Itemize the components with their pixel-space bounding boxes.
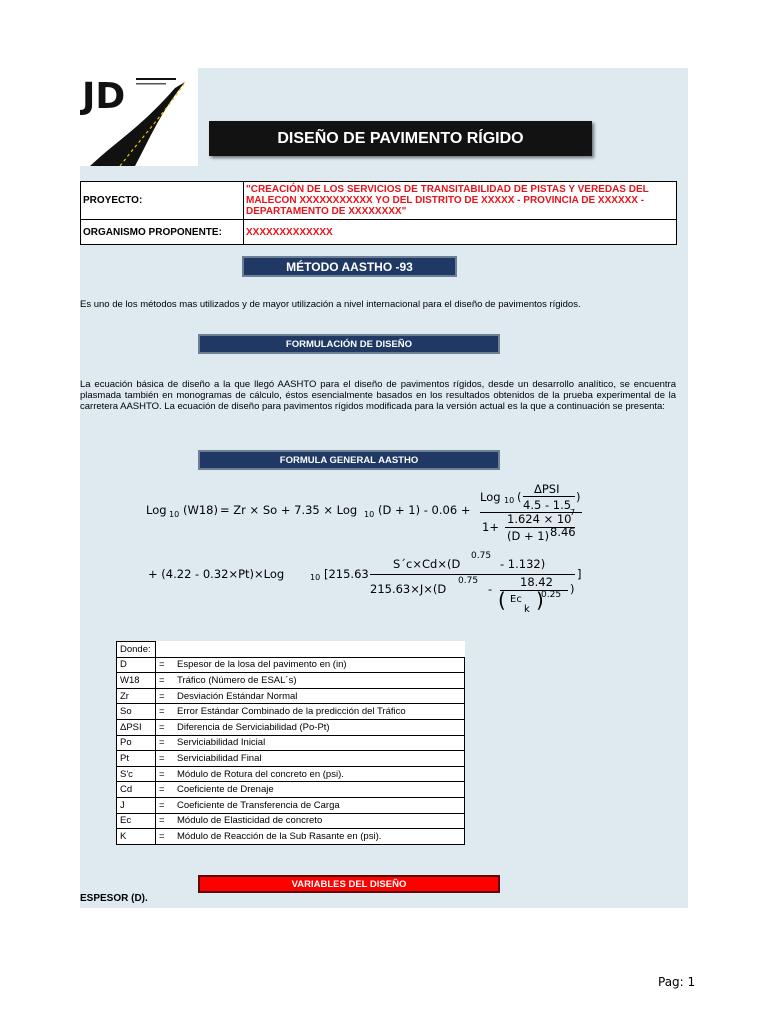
table-row: K = Módulo de Reacción de la Sub Rasante en (psi). — [117, 829, 465, 845]
formula-bracket-close: ] — [577, 567, 582, 581]
organismo-value: XXXXXXXXXXXXX — [244, 220, 677, 245]
table-row: Po = Serviciabilidad Inicial — [117, 735, 465, 751]
formula-rhs1: = Zr × So + 7.35 × Log — [220, 503, 358, 517]
formula-val1842: 18.42 — [520, 575, 553, 589]
table-row: So = Error Estándar Combinado de la predicción del Tráfico — [117, 704, 465, 720]
table-row: J = Coeficiente de Transferencia de Carga — [117, 797, 465, 813]
formula-sub10: 10 — [169, 510, 180, 519]
donde-label: Donde: — [117, 642, 156, 658]
organismo-label: ORGANISMO PROPONENTE: — [81, 220, 244, 245]
formula-big: 1.624 × 10 — [507, 512, 572, 526]
formula-line2-a: + (4.22 - 0.32×Pt)×Log — [148, 567, 285, 581]
logo — [80, 68, 198, 166]
table-row: Ec = Módulo de Elasticidad de concreto — [117, 813, 465, 829]
proyecto-label: PROYECTO: — [81, 182, 244, 220]
formula-dplus: (D + 1) — [507, 529, 550, 543]
formula-line2-den-a: 215.63×J×(D — [370, 582, 447, 596]
logo-text: JD — [82, 76, 126, 117]
formula-exp075b: 0.75 — [458, 576, 479, 586]
formula-one-plus: 1+ — [482, 520, 499, 534]
formula-line2-den-b: - — [488, 582, 493, 596]
formula-line2-num-b: - 1.132) — [500, 557, 546, 571]
formula-exp7: 7 — [570, 508, 576, 517]
formula-ec: Ec — [510, 594, 522, 605]
formula-title: FORMULA GENERAL AASTHO — [198, 450, 500, 470]
formula-d1: (D + 1) - 0.06 + — [378, 503, 471, 517]
formula-num-log: Log — [480, 490, 501, 504]
table-row: W18 = Tráfico (Número de ESAL´s) — [117, 673, 465, 689]
formula-log: Log — [146, 503, 167, 517]
formula-exp846: 8.46 — [550, 525, 576, 539]
table-row: Zr = Desviación Estándar Normal — [117, 688, 465, 704]
formula-dpsi: ΔPSI — [534, 482, 560, 496]
table-row: Pt = Serviciabilidad Final — [117, 751, 465, 767]
formula-num-sub10: 10 — [504, 496, 515, 505]
formula-line2-sub10: 10 — [310, 573, 321, 582]
formula-sub10b: 10 — [364, 510, 375, 519]
formula-line2-b: [215.63 — [324, 567, 369, 581]
metodo-intro: Es uno de los métodos mas utilizados y de mayor utilización a nivel internacional para el diseño de pavimentos rígidos. — [80, 299, 581, 310]
formulacion-title: FORMULACIÓN DE DISEÑO — [198, 334, 500, 354]
table-row: ΔPSI = Diferencia de Serviciabilidad (Po-Pt) — [117, 719, 465, 735]
project-table — [80, 181, 677, 245]
table-row: D = Espesor de la losa del pavimento en (in) — [117, 657, 465, 673]
formula-exp025: 0.25 — [541, 590, 562, 600]
formula-den45: 4.5 - 1.5 — [523, 498, 572, 512]
page-number: Pag: 1 — [658, 975, 696, 989]
formula-k: k — [524, 604, 530, 615]
formula-w18: (W18) — [183, 503, 218, 517]
page-title: DISEÑO DE PAVIMENTO RÍGIDO — [209, 121, 592, 156]
formula-line2-num-a: S´c×Cd×(D — [393, 557, 461, 571]
table-row: Cd = Coeficiente de Drenaje — [117, 782, 465, 798]
formula-exp075a: 0.75 — [471, 551, 492, 561]
donde-table — [116, 641, 465, 845]
formulacion-text: La ecuación básica de diseño a la que llegó AASHTO para el diseño de pavimentos rígidos, desde un desarrollo analítico, se encuentra plasmada también en monogramas de cálculo, éstos esencialmente basados en los resultados obtenidos de la prueba experimental de la carretera AASHTO. La ecuación de diseño para pavimentos rígidos modificada para la versión actual es la que a continuación se presenta: — [80, 379, 676, 412]
proyecto-value: "CREACIÓN DE LOS SERVICIOS DE TRANSITABILIDAD DE PISTAS Y VEREDAS DEL MALECON XXXXXXXXXXX YO DEL DISTRITO DE XXXXX - PROVINCIA DE XXXXXX - DEPARTAMENTO DE XXXXXXXX" — [244, 182, 677, 220]
table-row: S'c = Módulo de Rotura del concreto en (psi). — [117, 766, 465, 782]
espesor-label: ESPESOR (D). — [80, 893, 148, 904]
variables-title: VARIABLES DEL DISEÑO — [198, 875, 500, 893]
metodo-title: MÉTODO AASTHO -93 — [242, 256, 457, 277]
